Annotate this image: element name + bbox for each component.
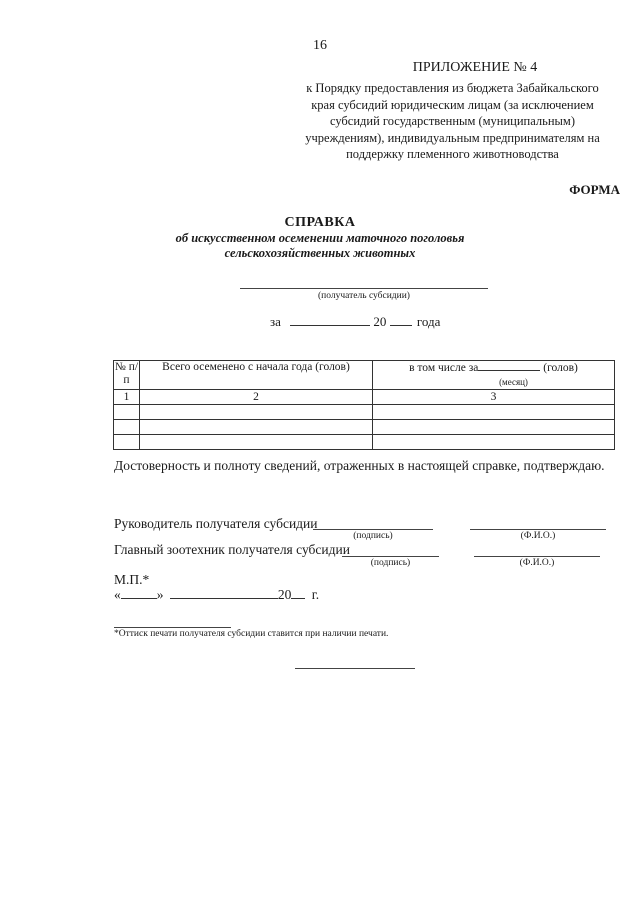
- date-suffix: г.: [311, 587, 320, 602]
- table-cell[interactable]: [114, 420, 140, 435]
- head-signature-field[interactable]: [313, 529, 433, 530]
- date-year-field[interactable]: [291, 588, 305, 599]
- recipient-caption: (получатель субсидии): [318, 291, 410, 301]
- appendix-title: ПРИЛОЖЕНИЕ № 4: [412, 60, 538, 75]
- footnote-text: *Оттиск печати получателя субсидии ставится при наличии печати.: [114, 629, 389, 639]
- table-cell[interactable]: [373, 405, 615, 420]
- signature-caption: (подпись): [370, 558, 411, 568]
- subtitle-line: сельскохозяйственных животных: [224, 246, 416, 260]
- table-cell[interactable]: [373, 435, 615, 450]
- order-line: к Порядку предоставления из бюджета Забайкальского: [306, 81, 599, 95]
- date-year-prefix: 20: [277, 587, 292, 602]
- head-signature-label: Руководитель получателя субсидии: [114, 516, 318, 531]
- header-num: № п/п: [114, 361, 140, 390]
- table-cell[interactable]: [140, 420, 373, 435]
- period-row: [270, 314, 500, 330]
- order-line: учреждениям), индивидуальным предпринимателям на: [305, 130, 600, 145]
- name-caption: (Ф.И.О.): [520, 531, 556, 541]
- confirmation-text: Достоверность и полноту сведений, отраженных в настоящей справке, подтверждаю.: [114, 458, 605, 473]
- table-cell[interactable]: [373, 420, 615, 435]
- form-label: ФОРМА: [569, 182, 620, 197]
- table-cell[interactable]: [114, 405, 140, 420]
- order-line: поддержку племенного животноводства: [346, 147, 559, 161]
- name-caption: (Ф.И.О.): [519, 558, 555, 568]
- order-line: края субсидий юридическим лицам (за исключением: [311, 97, 594, 112]
- footnote-divider: [114, 627, 231, 628]
- header-total: Всего осеменено с начала года (голов): [140, 361, 373, 390]
- index-cell: 2: [140, 390, 373, 405]
- period-year-prefix: 20: [373, 314, 387, 329]
- table-cell[interactable]: [140, 435, 373, 450]
- date-month-field[interactable]: [170, 588, 278, 599]
- date-close-quote: »: [156, 587, 164, 602]
- end-divider: [295, 668, 415, 669]
- recipient-field-line[interactable]: [240, 288, 488, 289]
- date-row: [114, 587, 319, 603]
- signature-caption: (подпись): [353, 531, 393, 541]
- index-cell: 1: [114, 390, 140, 405]
- zootech-signature-label: Главный зоотехник получателя субсидии: [114, 542, 350, 557]
- table-cell[interactable]: [114, 435, 140, 450]
- document-subtitle: [120, 231, 520, 261]
- date-day-field[interactable]: [121, 588, 157, 599]
- table-row: [114, 405, 615, 420]
- table-row: [114, 420, 615, 435]
- table-cell[interactable]: [140, 405, 373, 420]
- order-reference: [295, 80, 610, 163]
- index-cell: 3: [373, 390, 615, 405]
- period-suffix: года: [416, 314, 441, 329]
- table-index-row: [114, 390, 615, 405]
- stamp-label: М.П.*: [114, 572, 150, 587]
- including-suffix: (голов): [543, 362, 578, 374]
- header-including: [373, 361, 615, 390]
- period-year-field[interactable]: [390, 315, 412, 326]
- head-name-field[interactable]: [470, 529, 606, 530]
- zootech-signature-field[interactable]: [342, 556, 439, 557]
- order-line: субсидий государственным (муниципальным): [329, 114, 576, 128]
- date-open-quote: «: [114, 587, 121, 602]
- period-month-field[interactable]: [290, 315, 370, 326]
- including-prefix: в том числе за: [409, 362, 479, 374]
- insemination-table: [113, 360, 615, 450]
- month-caption: (месяц): [499, 377, 528, 387]
- period-prefix: за: [270, 314, 281, 329]
- document-title: СПРАВКА: [284, 215, 356, 230]
- page-number: 16: [313, 38, 327, 53]
- table-row: [114, 435, 615, 450]
- zootech-name-field[interactable]: [474, 556, 600, 557]
- month-field[interactable]: [478, 361, 540, 371]
- table-header-row: [114, 361, 615, 390]
- subtitle-line: об искусственном осеменении маточного поголовья: [175, 231, 465, 245]
